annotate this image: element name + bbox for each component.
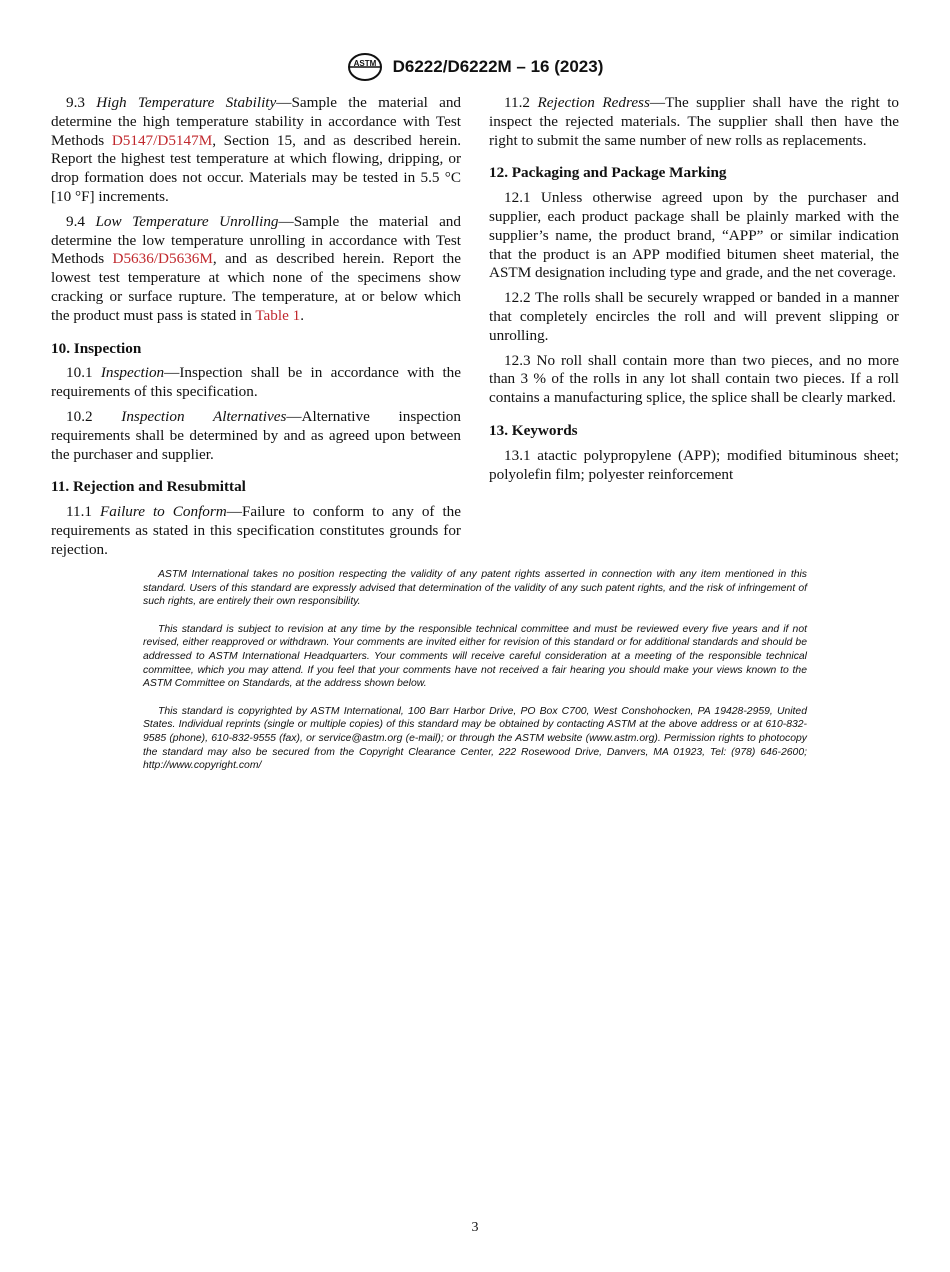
right-column: [489, 94, 899, 490]
astm-logo-icon: [347, 52, 383, 82]
page-header: [0, 52, 950, 82]
page-number: 3: [471, 1220, 479, 1235]
copyright-notice: This standard is copyrighted by ASTM International, 100 Barr Harbor Drive, PO Box C700, West Conshohocken, PA 19428-2959, United States. Individual reprints (single or multiple copies) of this standard may be obtained by contacting ASTM at the above address or at 610-832-9585 (phone), 610-832-9555 (fax), or service@astm.org (e-mail); or through the ASTM website (www.astm.org). Permission rights to photocopy the standard may also be secured from the Copyright Clearance Center, 222 Rosewood Drive, Danvers, MA 01923, Tel: (978) 646-2600; http://www.copyright.com/: [143, 705, 807, 772]
ref-table-1[interactable]: Table 1: [255, 306, 301, 324]
heading-packaging: 12. Packaging and Package Marking: [489, 164, 727, 182]
paragraph-12-3: 12.3 No roll shall contain more than two pieces, and no more than 3 % of the rolls in any lot shall contain two pieces. If a roll contains a manufacturing splice, the splice shall be clearly marked.: [489, 351, 899, 407]
ref-d5636[interactable]: D5636/D5636M: [112, 250, 213, 268]
paragraph-10-1: 10.1 Inspection—Inspection shall be in accordance with the requirements of this specification.: [51, 364, 462, 401]
heading-rejection: 11. Rejection and Resubmittal: [51, 478, 246, 496]
footnotes: [143, 568, 807, 787]
paragraph-11-1: 11.1 Failure to Conform—Failure to conform to any of the requirements as stated in this specification constitutes grounds for rejection.: [51, 503, 462, 558]
paragraph-10-2: 10.2 Inspection Alternatives—Alternative inspection requirements shall be determined by and as agreed upon between the purchaser and supplier.: [51, 407, 461, 463]
document-designation: D6222/D6222M – 16 (2023): [392, 57, 604, 76]
paragraph-9-3: 9.3 High Temperature Stability—Sample the material and determine the high temperature stability in accordance with Test Methods D5147/D5147M, Section 15, and as described herein. Report the highest test temperature at which flowing, dripping, or drop formation does not occur. Materials may be tested in 5.5 °C [10 °F] increments.: [51, 94, 462, 205]
paragraph-9-4: 9.4 Low Temperature Unrolling—Sample the material and determine the low temperature unrolling in accordance with Test Methods D5636/D5636M, and as described herein. Report the lowest test temperature at which none of the specimens show cracking or surface rupture. The temperature, at or below which the product must pass is stated in Table 1.: [51, 212, 462, 324]
paragraph-12-1: 12.1 Unless otherwise agreed upon by the purchaser and supplier, each product package shall be plainly marked with the supplier’s name, the product brand, “APP” or similar indication that the product is an APP modified bitumen sheet material, the ASTM designation including type and grade, and the net coverage.: [489, 189, 899, 282]
svg-text:ASTM: ASTM: [353, 59, 376, 68]
heading-inspection: 10. Inspection: [51, 339, 142, 357]
left-column: [51, 94, 461, 566]
patent-notice: ASTM International takes no position respecting the validity of any patent rights asserted in connection with any item mentioned in this standard. Users of this standard are expressly advised that determination of the validity of any such patent rights, and the risk of infringement of such rights, are entirely their own responsibility.: [143, 569, 807, 608]
heading-keywords: 13. Keywords: [489, 421, 578, 439]
ref-d5147[interactable]: D5147/D5147M: [111, 131, 213, 149]
paragraph-12-2: 12.2 The rolls shall be securely wrapped or banded in a manner that completely encircles the roll and will prevent slipping or unrolling.: [489, 289, 899, 344]
paragraph-13-1: 13.1 atactic polypropylene (APP); modified bituminous sheet; polyolefin film; polyester reinforcement: [489, 446, 899, 483]
revision-notice: This standard is subject to revision at any time by the responsible technical committee and must be reviewed every five years and if not revised, either reapproved or withdrawn. Your comments are invited either for revision of this standard or for additional standards and should be addressed to ASTM International Headquarters. Your comments will receive careful consideration at a meeting of the responsible technical committee, which you may attend. If you feel that your comments have not received a fair hearing you should make your views known to the ASTM Committee on Standards, at the address shown below.: [143, 623, 807, 690]
paragraph-11-2: 11.2 Rejection Redress—The supplier shall have the right to inspect the rejected materials. The supplier shall then have the right to submit the same number of new rolls as replacements.: [489, 94, 900, 149]
